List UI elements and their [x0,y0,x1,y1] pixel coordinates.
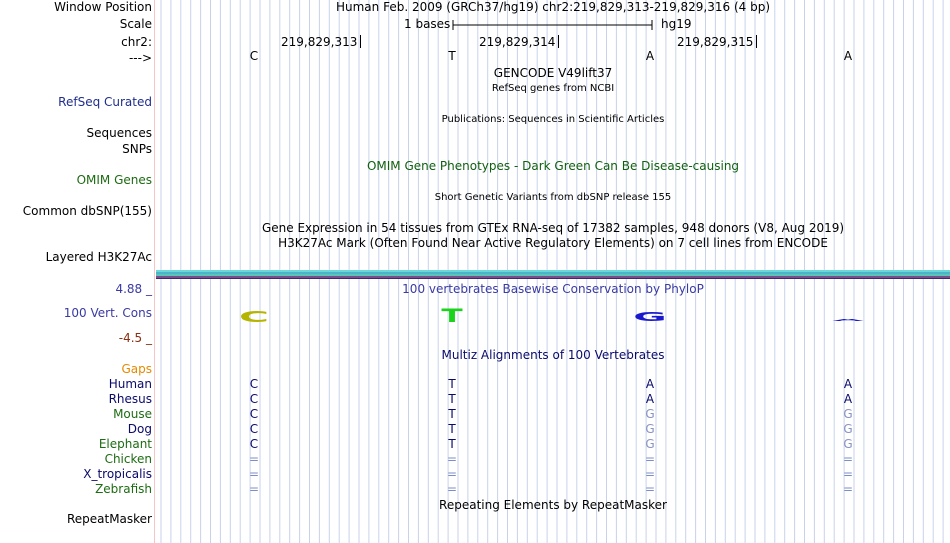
gaps-label[interactable]: Gaps [121,362,152,376]
scale-label[interactable]: Scale [119,17,152,31]
phylop-logo-letter: G [633,310,667,325]
species-base: C [249,392,259,406]
species-label[interactable]: Elephant [98,437,152,451]
species-base: = [842,467,854,481]
multiz-track-title[interactable]: Multiz Alignments of 100 Vertebrates [441,348,665,362]
phylop-max-label: 4.88 _ [115,282,152,296]
window-position-label[interactable]: Window Position [54,0,152,14]
refseq-track-title[interactable]: RefSeq genes from NCBI [491,83,615,94]
species-base: C [249,422,259,436]
omim-track-title[interactable]: OMIM Gene Phenotypes - Dark Green Can Be Disease-causing [366,159,740,173]
coord-2: 219,829,314 [479,35,556,49]
species-base: A [843,392,853,406]
repeatmasker-label[interactable]: RepeatMasker [66,512,152,526]
dbsnp-track-title[interactable]: Short Genetic Variants from dbSNP release 155 [434,192,672,203]
repeatmasker-track-title[interactable]: Repeating Elements by RepeatMasker [439,498,667,512]
species-label[interactable]: Mouse [113,407,152,421]
species-label[interactable]: Rhesus [108,392,152,406]
species-base: = [644,452,656,466]
phylop-track-label[interactable]: 100 Vert. Cons [63,306,152,320]
assembly-label: hg19 [661,17,692,31]
species-base: = [248,452,260,466]
omim-genes-label[interactable]: OMIM Genes [76,173,152,187]
gtex-track-title[interactable]: Gene Expression in 54 tissues from GTEx RNA-seq of 17382 samples, 948 donors (V8, Aug 2019) [261,221,845,235]
gencode-track-title[interactable]: GENCODE V49lift37 [493,66,613,80]
window-title: Human Feb. 2009 (GRCh37/hg19) chr2:219,829,313-219,829,316 (4 bp) [335,0,770,14]
species-label[interactable]: X_tropicalis [83,467,152,481]
species-base: T [448,437,456,451]
phylop-track-title[interactable]: 100 vertebrates Basewise Conservation by PhyloP [402,282,704,296]
common-dbsnp-label[interactable]: Common dbSNP(155) [22,204,152,218]
species-base: G [843,422,853,436]
species-base: = [446,467,458,481]
species-base: T [448,422,456,436]
species-label[interactable]: Human [108,377,152,391]
species-base: C [249,437,259,451]
species-base: = [248,482,260,496]
species-base: C [249,377,259,391]
species-base: G [645,407,655,421]
species-base: G [645,437,655,451]
species-base: T [448,392,456,406]
species-base: = [446,452,458,466]
species-base: T [448,377,456,391]
layered-h3k27ac-label[interactable]: Layered H3K27Ac [45,250,152,264]
coord-1: 219,829,313 [281,35,358,49]
species-label[interactable]: Chicken [104,452,152,466]
species-label[interactable]: Zebrafish [95,482,152,496]
species-base: = [842,482,854,496]
dna-base: T [448,49,456,63]
species-base: A [843,377,853,391]
dna-base: A [645,49,655,63]
dna-base: C [249,49,259,63]
species-label[interactable]: Dog [127,422,152,436]
sequences-label[interactable]: Sequences [86,126,152,140]
strand-label[interactable]: ---> [128,51,152,65]
species-base: = [446,482,458,496]
publications-track-title[interactable]: Publications: Sequences in Scientific Articles [441,114,665,125]
phylop-logo-letter: C [239,308,269,326]
phylop-min-label: -4.5 _ [118,331,152,345]
species-base: = [842,452,854,466]
h3k27ac-track-title[interactable]: H3K27Ac Mark (Often Found Near Active Regulatory Elements) on 7 cell lines from ENCODE [278,236,828,250]
chrom-label[interactable]: chr2: [121,35,152,49]
refseq-curated-label[interactable]: RefSeq Curated [58,95,152,109]
species-base: = [644,482,656,496]
species-base: = [644,467,656,481]
species-base: G [843,407,853,421]
snps-label[interactable]: SNPs [122,142,152,156]
species-base: G [645,422,655,436]
species-base: A [645,392,655,406]
coord-3: 219,829,315 [677,35,754,49]
species-base: G [843,437,853,451]
species-base: C [249,407,259,421]
species-base: = [248,467,260,481]
phylop-logo-letter: T [441,305,463,328]
species-base: A [645,377,655,391]
phylop-logo-letter: A [832,318,864,322]
dna-base: A [843,49,853,63]
scale-text: 1 bases [404,17,451,31]
species-base: T [448,407,456,421]
